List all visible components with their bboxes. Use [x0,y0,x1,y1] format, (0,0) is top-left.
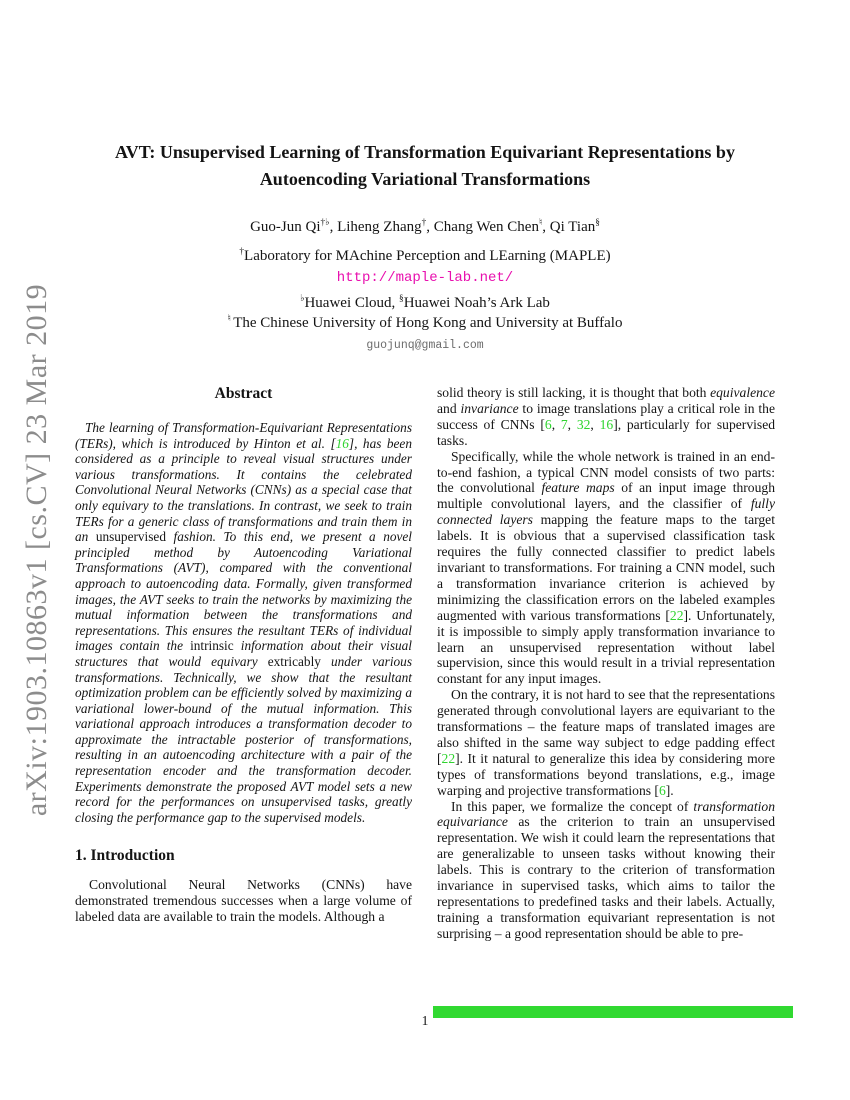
body-paragraph-1 [437,385,775,449]
text-segment: of an input image through multiple convolutional layers, and the classifier of [437,480,775,512]
body-paragraph-4 [437,799,775,942]
citation-link[interactable]: 16 [335,435,349,451]
text-segment: extricably [267,653,321,669]
text-segment: transformation equivariance [437,798,775,830]
paper-title-line-2: Autoencoding Variational Transformations [259,169,591,189]
text-segment: feature maps [541,480,615,496]
text-segment: to image translations play a critical role in the success of CNNs [ [437,400,775,432]
text-segment: , Chang Wen Chen [426,219,539,235]
citation-link[interactable]: 22 [441,750,456,766]
footnote-marker: ♮ [538,218,543,228]
left-column [75,385,412,925]
text-segment: , Qi Tian [542,219,596,235]
text-segment: fashion. To this end, we present a novel principled method by Autoencoding Variational Transformations (AVT), compared with the conventional approach to autoencoding data. Formally, given transformed images, the AVT seeks to train the networks by maximizing the mutual information between the transformations and representations. This ensures the resultant TERs of individual images contain the [75,529,412,654]
right-column [437,385,775,942]
text-segment: , Liheng Zhang [329,219,422,235]
citation-link[interactable]: 6 [658,782,666,798]
citation-link[interactable]: 6 [544,416,552,432]
text-segment: invariance [460,400,519,416]
footnote-marker: † [239,247,245,257]
citation-link[interactable]: 32 [576,416,591,432]
text-segment: Laboratory for MAchine Perception and LEarning (MAPLE) [244,248,611,264]
text-segment: ]. Unfortunately, it is impossible to simply apply transformation invariance to learn an unsupervised representation without label supervision, since this would result in a trivial representation constant for any input images. [437,607,776,687]
text-segment: under various transformations. Technically, we show that the resultant optimization problem can be efficiently solved by maximizing a variational lower-bound of the mutual information. This variational approach introduces a transformation decoder to approximate the intractable posterior of transformations, resulting in an autoencoding architecture with a pair of the representation encoder and the transformation decoder. Experiments demonstrate the proposed AVT model sets a new record for the performances on unsupervised tasks, greatly closing the performance gap to the supervised models. [75,653,412,825]
text-segment: solid theory is still lacking, it is thought that both [437,385,711,400]
abstract-heading: Abstract [214,385,273,402]
text-segment: ], has been considered as a principle to reveal visual structures under various transformations. It contains the celebrated Convolutional Neural Networks (CNNs) as a special case that only equivary to the translations. In contrast, we seek to train TERs for a generic class of transformations and train them in an [75,435,412,545]
contact-email: guojunq@gmail.com [366,339,484,352]
citation-link[interactable]: 22 [669,607,684,623]
text-segment: fully connected layers [437,496,775,528]
footnote-marker: § [595,218,600,228]
affiliation-universities [75,315,775,332]
footnote-marker: § [399,294,404,304]
arxiv-watermark: arXiv:1903.10863v1 [cs.CV] 23 Mar 2019 [20,283,53,817]
authors-line [75,219,775,236]
text-segment: as the criterion to train an unsupervised representation. We wish it could learn the representations that are generalizable to unseen tasks without knowing their labels. This is contrary to the criterion of transformation invariance in supervised tasks, which aims to tailor the representations to predefined tasks and their labels. Actually, training a transformation equivariant representation is not surprising – a good representation should be able to pre- [437,814,775,941]
affiliation-maple [75,248,775,265]
footnote-marker: ♭ [300,294,305,304]
text-segment: Guo-Jun Qi [250,219,321,235]
text-segment: Specifically, while the whole network is trained in an end-to-end fashion, a typical CNN model consists of two parts: the convolutional [437,448,775,496]
page-number: 1 [421,1013,429,1028]
text-segment: ]. It it natural to generalize this idea by considering more types of transformations beyond translations, e.g., image warping and projective transformations [ [437,750,775,798]
text-segment: In this paper, we formalize the concept of [451,798,694,814]
text-segment: Huawei Cloud, [304,295,400,311]
body-paragraph-3 [437,687,775,798]
maple-lab-link[interactable]: http://maple-lab.net/ [336,270,514,286]
text-segment: information about their visual structures that would equivary [75,638,412,669]
text-segment: and [437,400,461,416]
text-segment: The Chinese University of Hong Kong and University at Buffalo [233,315,623,331]
footnote-marker: † [421,218,427,228]
abstract-paragraph [75,420,412,825]
intro-paragraph: Convolutional Neural Networks (CNNs) have demonstrated tremendous successes when a large volume of labeled data are available to train the models. Although a [75,877,412,925]
text-segment: ]. [665,782,674,798]
text-segment: intrinsic [190,638,234,654]
text-segment: Huawei Noah’s Ark Lab [403,295,550,311]
text-segment: mapping the feature maps to the target labels. It is obvious that a supervised classification task requires the fully connected classifier to predict labels invariant to transformations. For training a CNN model, such a transformation invariance criterion is achieved by minimizing the classification errors on the labeled examples augmented with various transformations [ [437,512,775,623]
text-segment: unsupervised [95,529,166,545]
paper-title-line-1: AVT: Unsupervised Learning of Transformation Equivariant Representations by [115,142,735,162]
text-segment: ], particularly for supervised tasks. [437,416,776,448]
citation-link[interactable]: 16 [599,416,614,432]
footnote-marker: ♮ [227,314,234,324]
text-segment: , [567,416,577,432]
affiliation-huawei [75,295,775,312]
text-segment: equivalence [710,385,775,400]
text-segment: On the contrary, it is not hard to see that the representations generated through convolutional layers are equivariant to the transformations – the feature maps of translated images are also shifted in the same way subject to edge padding effect [ [437,687,775,766]
body-paragraph-2 [437,449,775,688]
section-heading-introduction: 1. Introduction [75,847,175,865]
citation-link[interactable]: 7 [560,416,568,432]
footnote-marker: †♭ [320,218,330,228]
text-segment: , [551,416,561,432]
text-segment: The learning of Transformation-Equivariant Representations (TERs), which is introduced by Hinton et al. [ [75,420,412,451]
text-segment: , [590,416,600,432]
paper-title [75,139,775,193]
